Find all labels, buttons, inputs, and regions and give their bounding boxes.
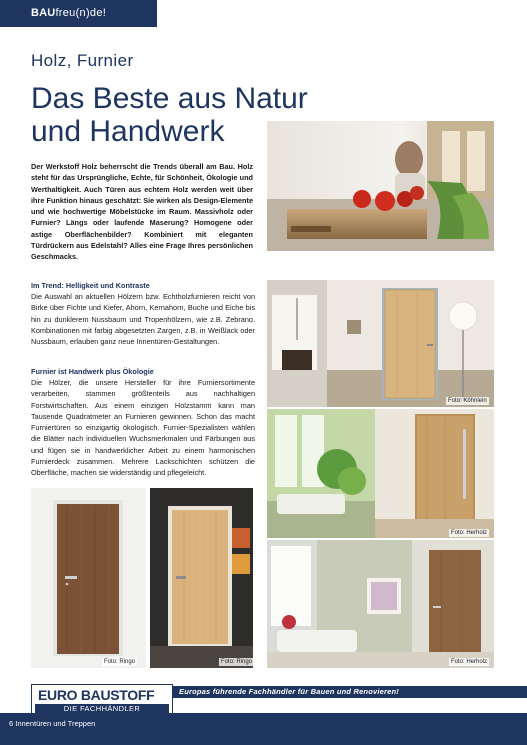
photo-credit-herholz-1: Foto: Herholz: [451, 530, 488, 536]
logo-tagline: DIE FACHHÄNDLER: [35, 704, 169, 714]
green-room-photo: [267, 409, 494, 538]
section-trend-heading: Im Trend: Helligkeit und Kontraste: [31, 281, 150, 290]
walnut-door-photo: [31, 488, 146, 668]
section-trend-body: Die Auswahl an aktuellen Hölzern bzw. Echtholzfurnieren reicht von Birke über Fichte und Kiefer, Ahorn, Kernahorn, Buche und Eiche bis hin zu dunklerem Nussbaum und Tropenhölzern, wie z.B. Zebrano. Kombinationen mit farbig abgesetzten Zargen, z.B. in Weißlack oder Nussbaum, erlauben ganz neue Innentüren-Gestaltungen.: [31, 292, 255, 347]
living-room-photo: [267, 280, 494, 407]
section-furnier: [31, 366, 255, 479]
headline-line-1: Das Beste aus Natur: [31, 82, 308, 115]
slogan-banner: Europas führende Fachhändler für Bauen und Renovieren!: [173, 686, 527, 698]
brand-tab: [0, 0, 157, 27]
brand-bold: BAU: [31, 7, 56, 19]
photo-credit-ringo-2: Foto: Ringo: [221, 659, 253, 665]
oak-door-photo: [150, 488, 253, 668]
euro-baustoff-logo: [31, 684, 173, 715]
section-trend: [31, 280, 255, 347]
section-furnier-heading: Furnier ist Handwerk plus Ökologie: [31, 367, 154, 376]
headline-line-2: und Handwerk: [31, 115, 225, 148]
photo-credit-koehnlein: Foto: Köhnlein: [448, 398, 487, 404]
page-footer: [0, 713, 527, 745]
photo-credit-ringo-1: Foto: Ringo: [104, 659, 136, 665]
white-room-photo: [267, 540, 494, 668]
photo-credit-herholz-2: Foto: Herholz: [451, 659, 488, 665]
page-subtitle: Holz, Furnier: [31, 51, 134, 70]
brand-rest: freu(n)de!: [55, 7, 107, 19]
page-number-label: 6 Innentüren und Treppen: [9, 719, 96, 728]
section-furnier-body: Die Hölzer, die unsere Hersteller für ihre Furniersortimente verarbeiten, stammen größtenteils aus nachhaltigen Forstwirtschaften. Aus einem einzigen Holzstamm kann man Tausende Quadratmeter an Furnieren gewinnen. Schon das macht Furniertüren so einzigartig ökologisch. Furnier-Spezialisten wählen die Blätter nach individuellen Wuchsmerkmalen und Färbungen aus und fügen sie in handwerklicher Arbeit zu einem harmonischen Furnierdeck zusammen. Mehrere Lackschichten schützen die Oberfläche, machen sie widerständig und pflegeleicht.: [31, 378, 255, 478]
logo-wordmark: EURO BAUSTOFF: [38, 687, 155, 703]
kitchen-photo: [267, 121, 494, 251]
intro-paragraph: Der Werkstoff Holz beherrscht die Trends überall am Bau. Holz steht für das Ursprüngliche, Echte, für Schönheit, Ökologie und Werthaltigkeit. Auch Türen aus echtem Holz werden weit über ihre Funktion hinaus geschätzt: Sie wirken als Design-Elemente und wie hochwertige Möbelstücke im Raum. Massivholz oder Furnier? Längs oder laufende Maserung? Homogene oder astige Oberflächenbilder? Kombiniert mit eleganten Türdrückern aus Edelstahl? Alles eine Frage Ihres persönlichen Geschmacks.: [31, 162, 253, 262]
